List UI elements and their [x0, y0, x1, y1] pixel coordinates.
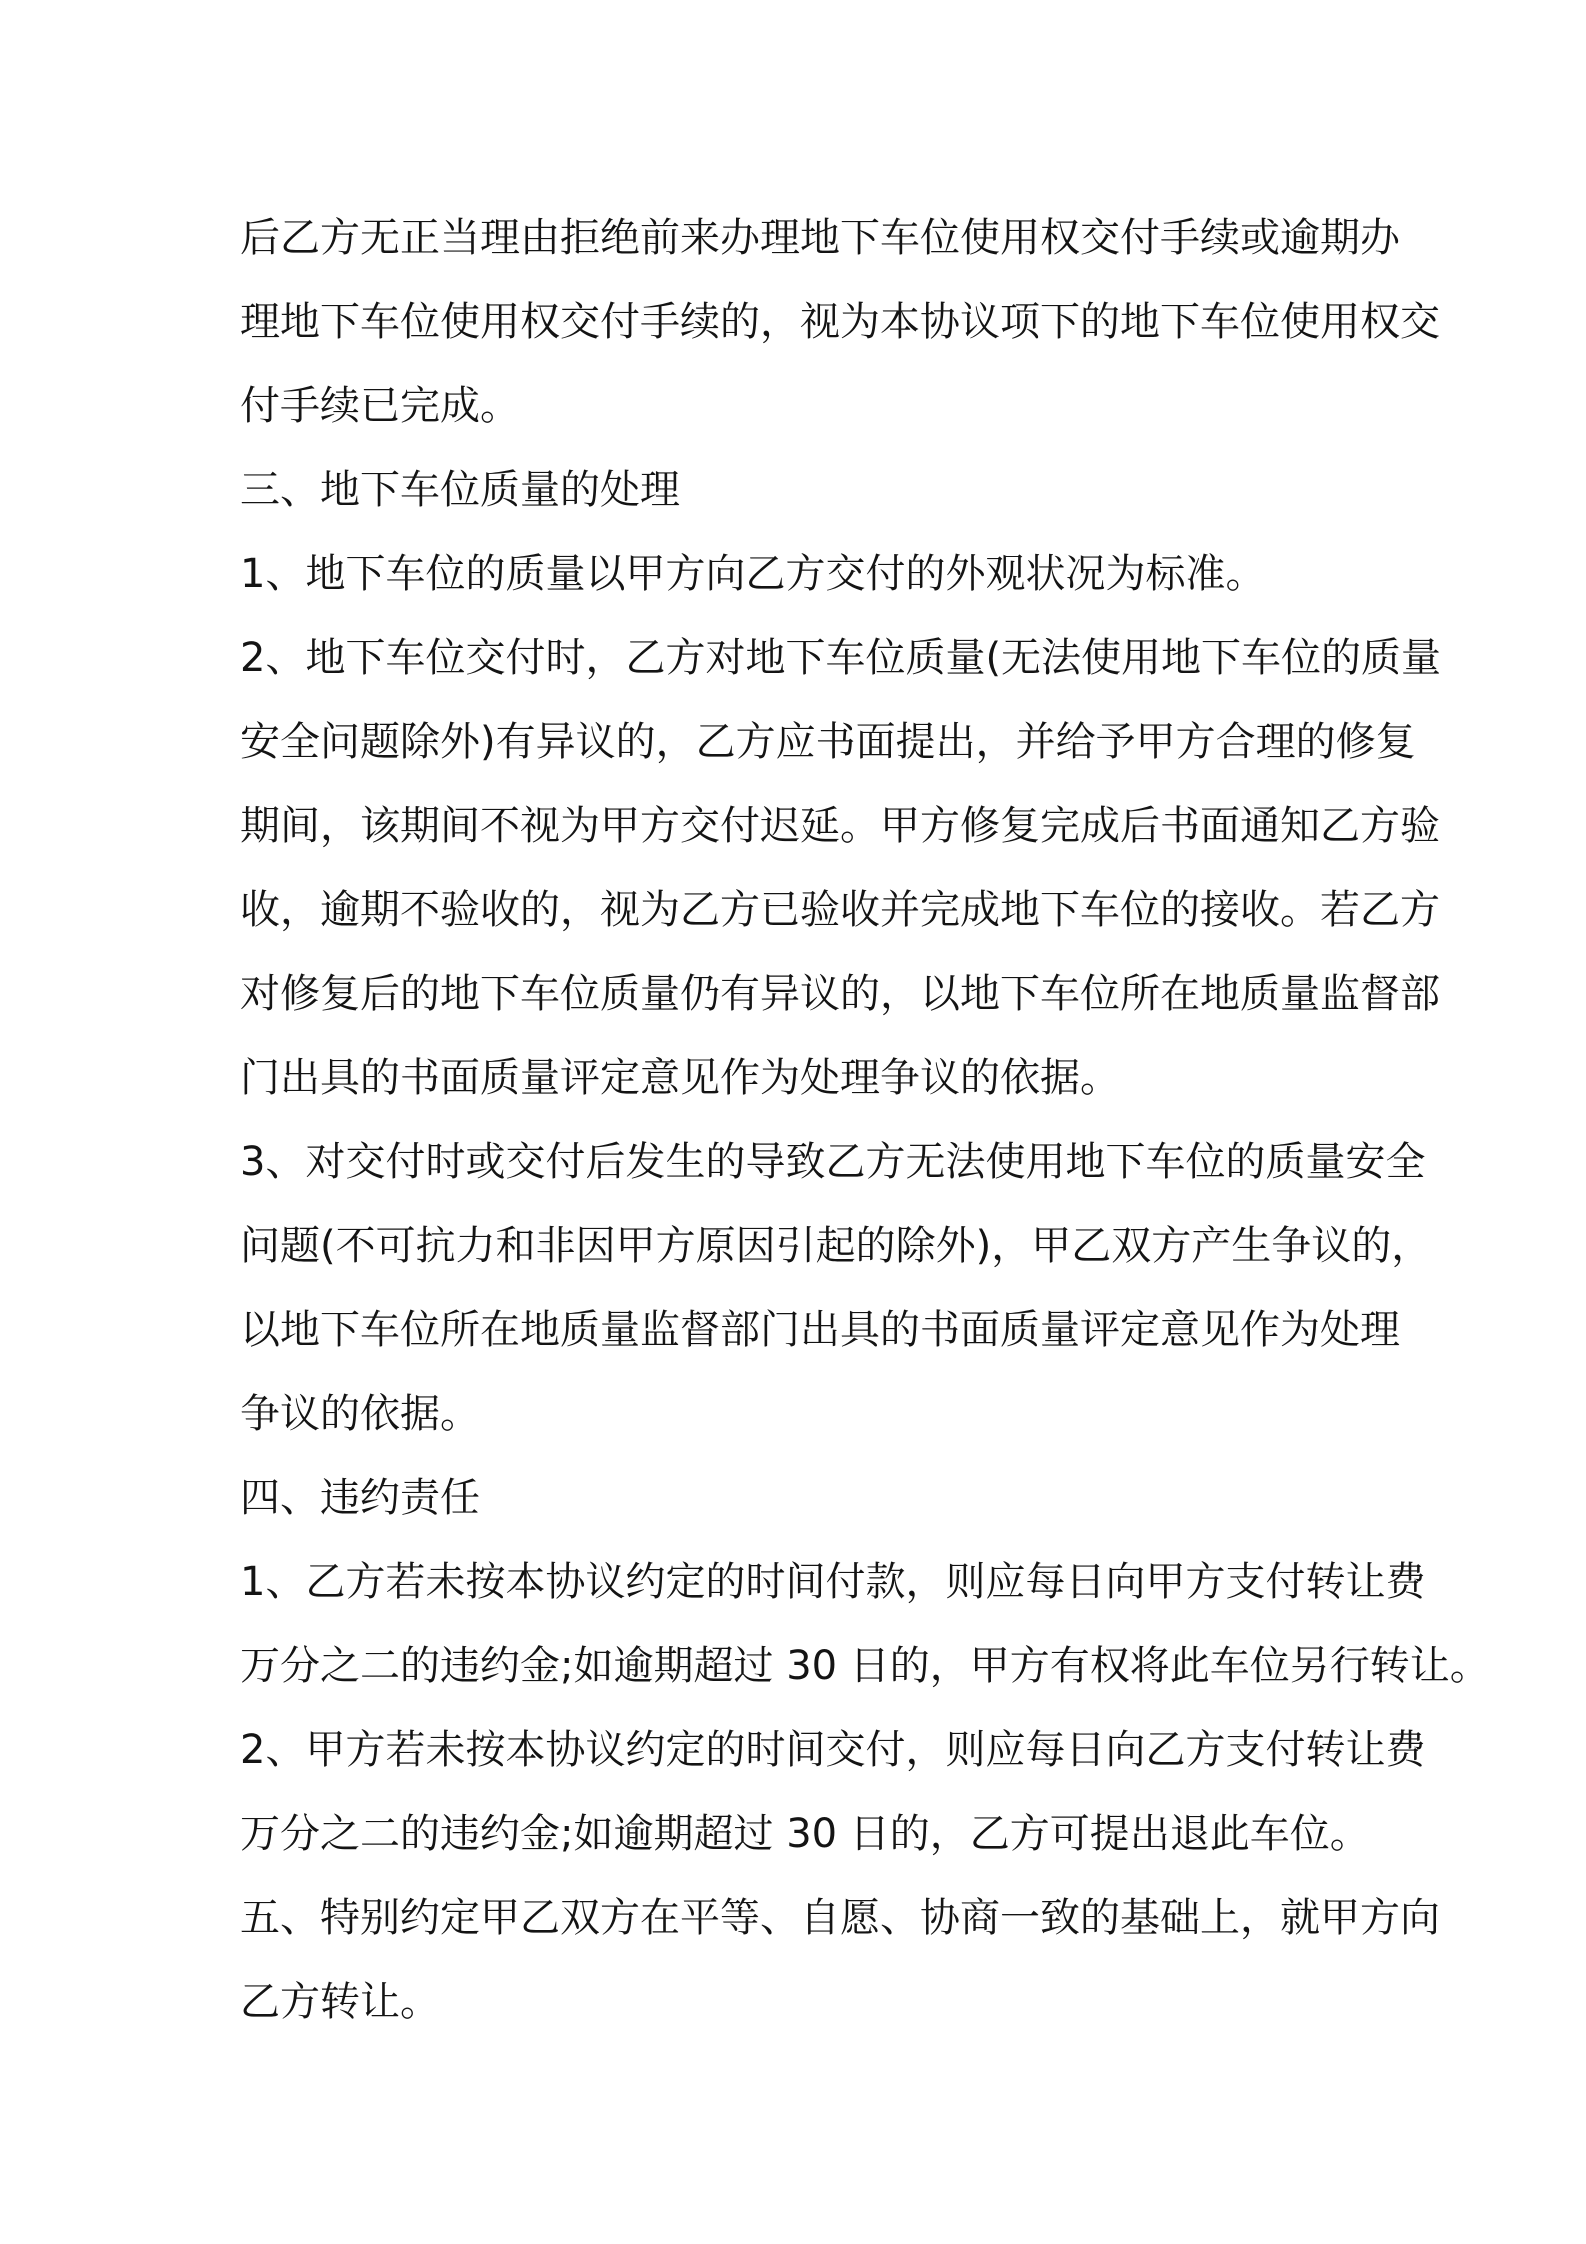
clause-quality-2 [240, 616, 1442, 1120]
text-line: 五、特别约定甲乙双方在平等、自愿、协商一致的基础上，就甲方向 [240, 1895, 1440, 1941]
section-heading-quality [240, 448, 1380, 532]
heading-line: 三、地下车位质量的处理 [240, 467, 680, 513]
text-line: 乙方转让。 [240, 1979, 440, 2025]
text-line: 1、乙方若未按本协议约定的时间付款，则应每日向甲方支付转让费 [240, 1559, 1426, 1605]
text-line: 收，逾期不验收的，视为乙方已验收并完成地下车位的接收。若乙方 [240, 887, 1440, 933]
clause-liability-1 [240, 1540, 1490, 1708]
text-line: 安全问题除外)有异议的，乙方应书面提出，并给予甲方合理的修复 [240, 719, 1416, 765]
heading-line: 四、违约责任 [240, 1475, 480, 1521]
text-line: 问题(不可抗力和非因甲方原因引起的除外)，甲乙双方产生争议的， [240, 1223, 1432, 1269]
text-line: 2、甲方若未按本协议约定的时间交付，则应每日向乙方支付转让费 [240, 1727, 1426, 1773]
text-line: 万分之二的违约金;如逾期超过 30 日的，乙方可提出退此车位。 [240, 1811, 1370, 1857]
section-special-agreement [240, 1876, 1440, 2044]
text-line: 付手续已完成。 [240, 383, 520, 429]
text-line: 期间，该期间不视为甲方交付迟延。甲方修复完成后书面通知乙方验 [240, 803, 1440, 849]
text-line: 万分之二的违约金;如逾期超过 30 日的，甲方有权将此车位另行转让。 [240, 1643, 1490, 1689]
clause-liability-2 [240, 1708, 1426, 1876]
section-heading-liability [240, 1456, 1380, 1540]
text-line: 对修复后的地下车位质量仍有异议的，以地下车位所在地质量监督部 [240, 971, 1440, 1017]
text-line: 后乙方无正当理由拒绝前来办理地下车位使用权交付手续或逾期办 [240, 215, 1400, 261]
paragraph-delivery-continuation [240, 196, 1440, 448]
document-body [240, 196, 1490, 2044]
text-line: 2、地下车位交付时，乙方对地下车位质量(无法使用地下车位的质量 [240, 635, 1442, 681]
clause-quality-3 [240, 1120, 1432, 1456]
text-line: 理地下车位使用权交付手续的，视为本协议项下的地下车位使用权交 [240, 299, 1440, 345]
text-line: 3、对交付时或交付后发生的导致乙方无法使用地下车位的质量安全 [240, 1139, 1426, 1185]
text-line: 门出具的书面质量评定意见作为处理争议的依据。 [240, 1055, 1120, 1101]
text-line: 1、地下车位的质量以甲方向乙方交付的外观状况为标准。 [240, 551, 1266, 597]
clause-quality-1 [240, 532, 1380, 616]
text-line: 争议的依据。 [240, 1391, 480, 1437]
text-line: 以地下车位所在地质量监督部门出具的书面质量评定意见作为处理 [240, 1307, 1400, 1353]
